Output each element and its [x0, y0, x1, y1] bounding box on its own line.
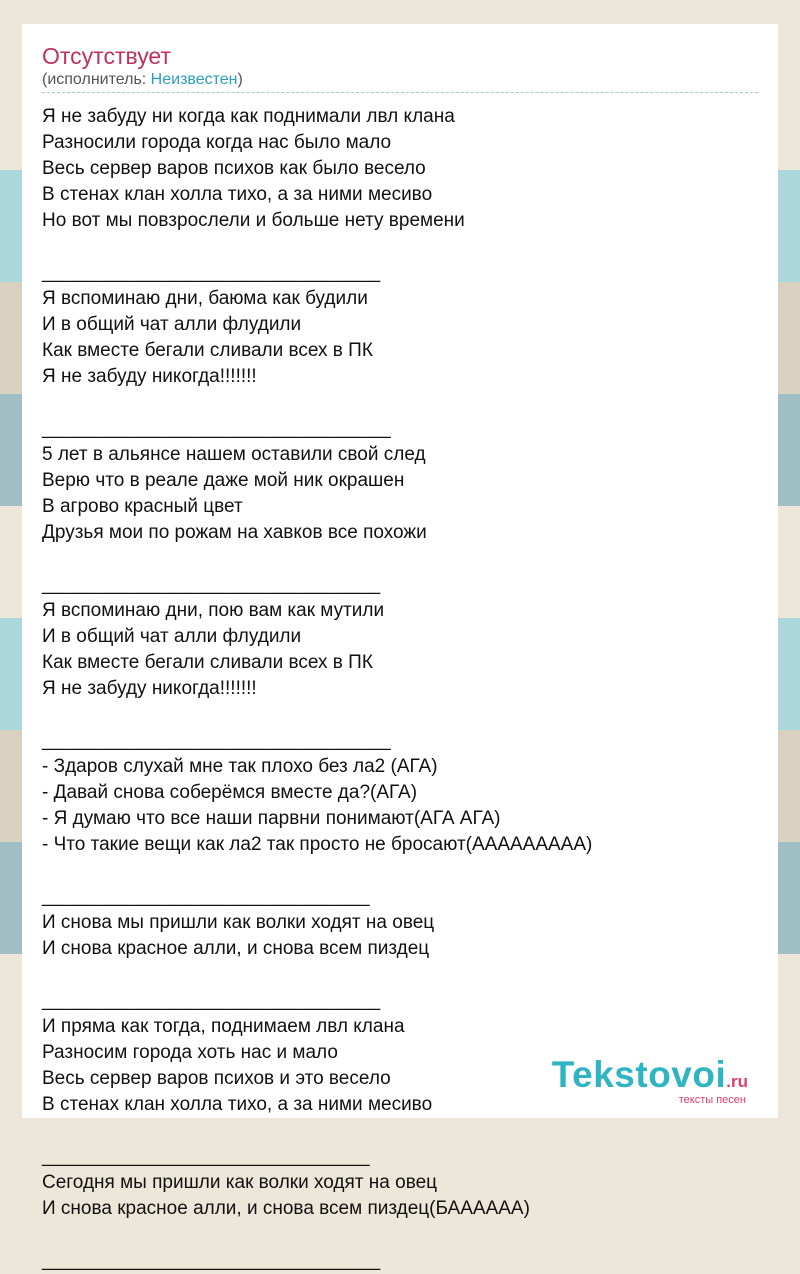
lyric-line: Я не забуду ни когда как поднимали лвл клана — [42, 106, 455, 127]
lyric-line: _______________________________ — [42, 886, 370, 907]
lyric-line: - Что такие вещи как ла2 так просто не бросают(ААААААААА) — [42, 834, 593, 855]
artist-byline — [42, 71, 243, 89]
lyric-line: Я не забуду никогда!!!!!!! — [42, 678, 257, 699]
lyric-line: В стенах клан холла тихо, а за ними месиво — [42, 1094, 433, 1115]
lyric-line: ________________________________ — [42, 262, 381, 283]
logo-name: Tekstovoi — [551, 1054, 727, 1095]
lyric-line — [42, 962, 758, 988]
lyric-line: Верю что в реале даже мой ник окрашен — [42, 470, 405, 491]
lyric-line: - Я думаю что все наши парвни понимают(АГА АГА) — [42, 808, 501, 829]
lyric-line: Я вспоминаю дни, баюма как будили — [42, 288, 368, 309]
lyric-line: - Здаров слухай мне так плохо без ла2 (АГА) — [42, 756, 438, 777]
site-logo[interactable] — [551, 1054, 748, 1106]
lyric-line — [42, 702, 758, 728]
lyric-line: Весь сервер варов психов как было весело — [42, 158, 426, 179]
lyric-line: И в общий чат алли флудили — [42, 314, 302, 335]
lyric-line: И в общий чат алли флудили — [42, 626, 302, 647]
lyric-line: Я не забуду никогда!!!!!!! — [42, 366, 257, 387]
lyric-line — [42, 1222, 758, 1248]
lyric-line: Я вспоминаю дни, пою вам как мутили — [42, 600, 385, 621]
song-title: Отсутствует — [42, 43, 171, 69]
lyric-line: 5 лет в альянсе нашем оставили свой след — [42, 444, 426, 465]
lyric-line: ________________________________ — [42, 1250, 381, 1271]
lyric-line: В агрово красный цвет — [42, 496, 243, 517]
header-divider — [42, 92, 758, 93]
logo-tld: .ru — [726, 1072, 748, 1091]
lyric-line: ________________________________ — [42, 574, 381, 595]
logo-tagline: тексты песен — [678, 1094, 746, 1106]
lyric-line: Сегодня мы пришли как волки ходят на овец — [42, 1172, 438, 1193]
lyric-line: Друзья мои по рожам на хавков все похожи — [42, 522, 427, 543]
lyric-line — [42, 234, 758, 260]
lyric-line: - Давай снова соберёмся вместе да?(АГА) — [42, 782, 418, 803]
lyric-line: _________________________________ — [42, 418, 391, 439]
lyric-line: И пряма как тогда, поднимаем лвл клана — [42, 1016, 405, 1037]
lyric-line: Разносим города хоть нас и мало — [42, 1042, 338, 1063]
lyric-line: _______________________________ — [42, 1146, 370, 1167]
lyric-line — [42, 858, 758, 884]
lyric-line: Весь сервер варов психов и это весело — [42, 1068, 391, 1089]
lyric-line — [42, 546, 758, 572]
lyric-line: Но вот мы повзрослели и больше нету времени — [42, 210, 465, 231]
lyric-line: И снова красное алли, и снова всем пиздец(БАААААА) — [42, 1198, 530, 1219]
lyric-line: Как вместе бегали сливали всех в ПК — [42, 652, 373, 673]
lyrics-text — [42, 104, 758, 1274]
lyric-line: И снова мы пришли как волки ходят на овец — [42, 912, 435, 933]
lyric-line: Разносили города когда нас было мало — [42, 132, 392, 153]
artist-link[interactable]: Неизвестен — [150, 71, 238, 88]
lyric-line — [42, 390, 758, 416]
lyric-line — [42, 1118, 758, 1144]
byline-suffix: ) — [237, 71, 243, 88]
lyric-line: ________________________________ — [42, 990, 381, 1011]
lyric-line: Как вместе бегали сливали всех в ПК — [42, 340, 373, 361]
lyrics-sheet — [22, 24, 778, 1271]
lyric-line: И снова красное алли, и снова всем пиздец — [42, 938, 430, 959]
lyric-line: В стенах клан холла тихо, а за ними месиво — [42, 184, 433, 205]
lyric-line: _________________________________ — [42, 730, 391, 751]
byline-prefix: (исполнитель: — [42, 71, 151, 88]
